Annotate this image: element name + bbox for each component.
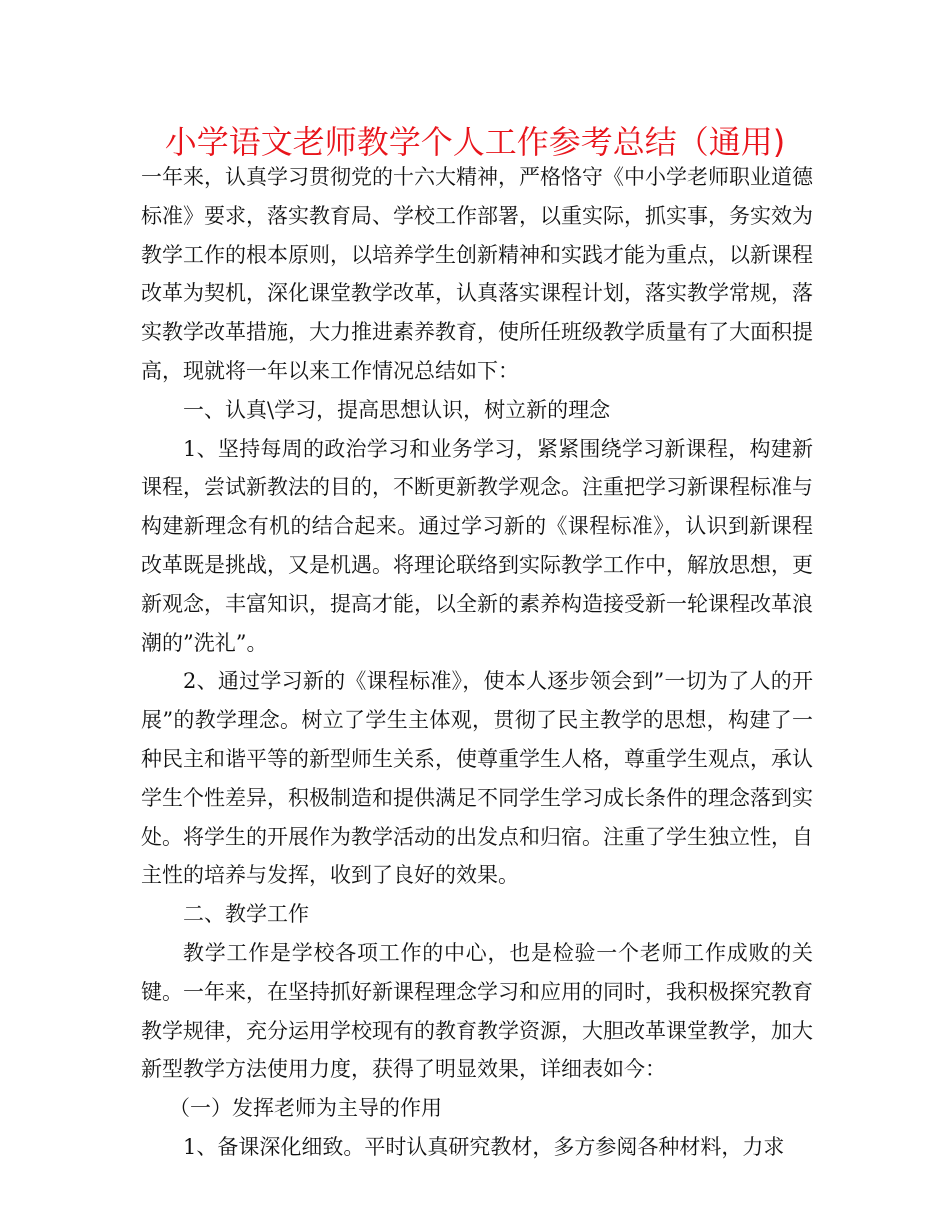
paragraph-item-1: 1、坚持每周的政治学习和业务学习，紧紧围绕学习新课程，构建新课程，尝试新教法的目的，不断更新教学观念。注重把学习新课程标准与构建新理念有机的结合起来。通过学习新的《课程标准》，认识到新课程改革既是挑战，又是机遇。将理论联络到实际教学工作中，解放思想，更新观念，丰富知识，提高才能，以全新的素养构造接受新一轮课程改革浪潮的”洗礼”。 bbox=[141, 436, 813, 655]
paragraph-intro: 一年来，认真学习贯彻党的十六大精神，严格恪守《中小学老师职业道德标准》要求，落实教育局、学校工作部署，以重实际，抓实事，务实效为教学工作的根本原则，以培养学生创新精神和实践才能为重点，以新课程改革为契机，深化课堂教学改革，认真落实课程计划，落实教学常规，落实教学改革措施，大力推进素养教育，使所任班级教学质量有了大面积提高，现就将一年以来工作情况总结如下： bbox=[141, 165, 813, 383]
paragraph-item-2: 2、通过学习新的《课程标准》，使本人逐步领会到”一切为了人的开展”的教学理念。树立了学生主体观，贯彻了民主教学的思想，构建了一种民主和谐平等的新型师生关系，使尊重学生人格，尊重学生观点，承认学生个性差异，积极制造和提供满足不同学生学习成长条件的理念落到实处。将学生的开展作为教学活动的出发点和归宿。注重了学生独立性，自主性的培养与发挥，收到了良好的效果。 bbox=[141, 669, 813, 888]
paragraph-preparation: 1、备课深化细致。平时认真研究教材，多方参阅各种材料，力求 bbox=[183, 1134, 785, 1159]
subsection-heading-1: （一）发挥老师为主导的作用 bbox=[169, 1096, 442, 1121]
paragraph-teaching: 教学工作是学校各项工作的中心，也是检验一个老师工作成败的关键。一年来，在坚持抓好新课程理念学习和应用的同时，我积极探究教育教学规律，充分运用学校现有的教育教学资源，大胆改革课堂教学，加大新型教学方法使用力度，获得了明显效果，详细表如今： bbox=[141, 940, 813, 1082]
section-heading-1: 一、认真\学习，提高思想认识，树立新的理念 bbox=[183, 397, 611, 422]
document-body bbox=[141, 158, 813, 1167]
section-heading-2: 二、教学工作 bbox=[183, 902, 309, 927]
document-title: 小学语文老师教学个人工作参考总结（通用) bbox=[164, 123, 786, 161]
